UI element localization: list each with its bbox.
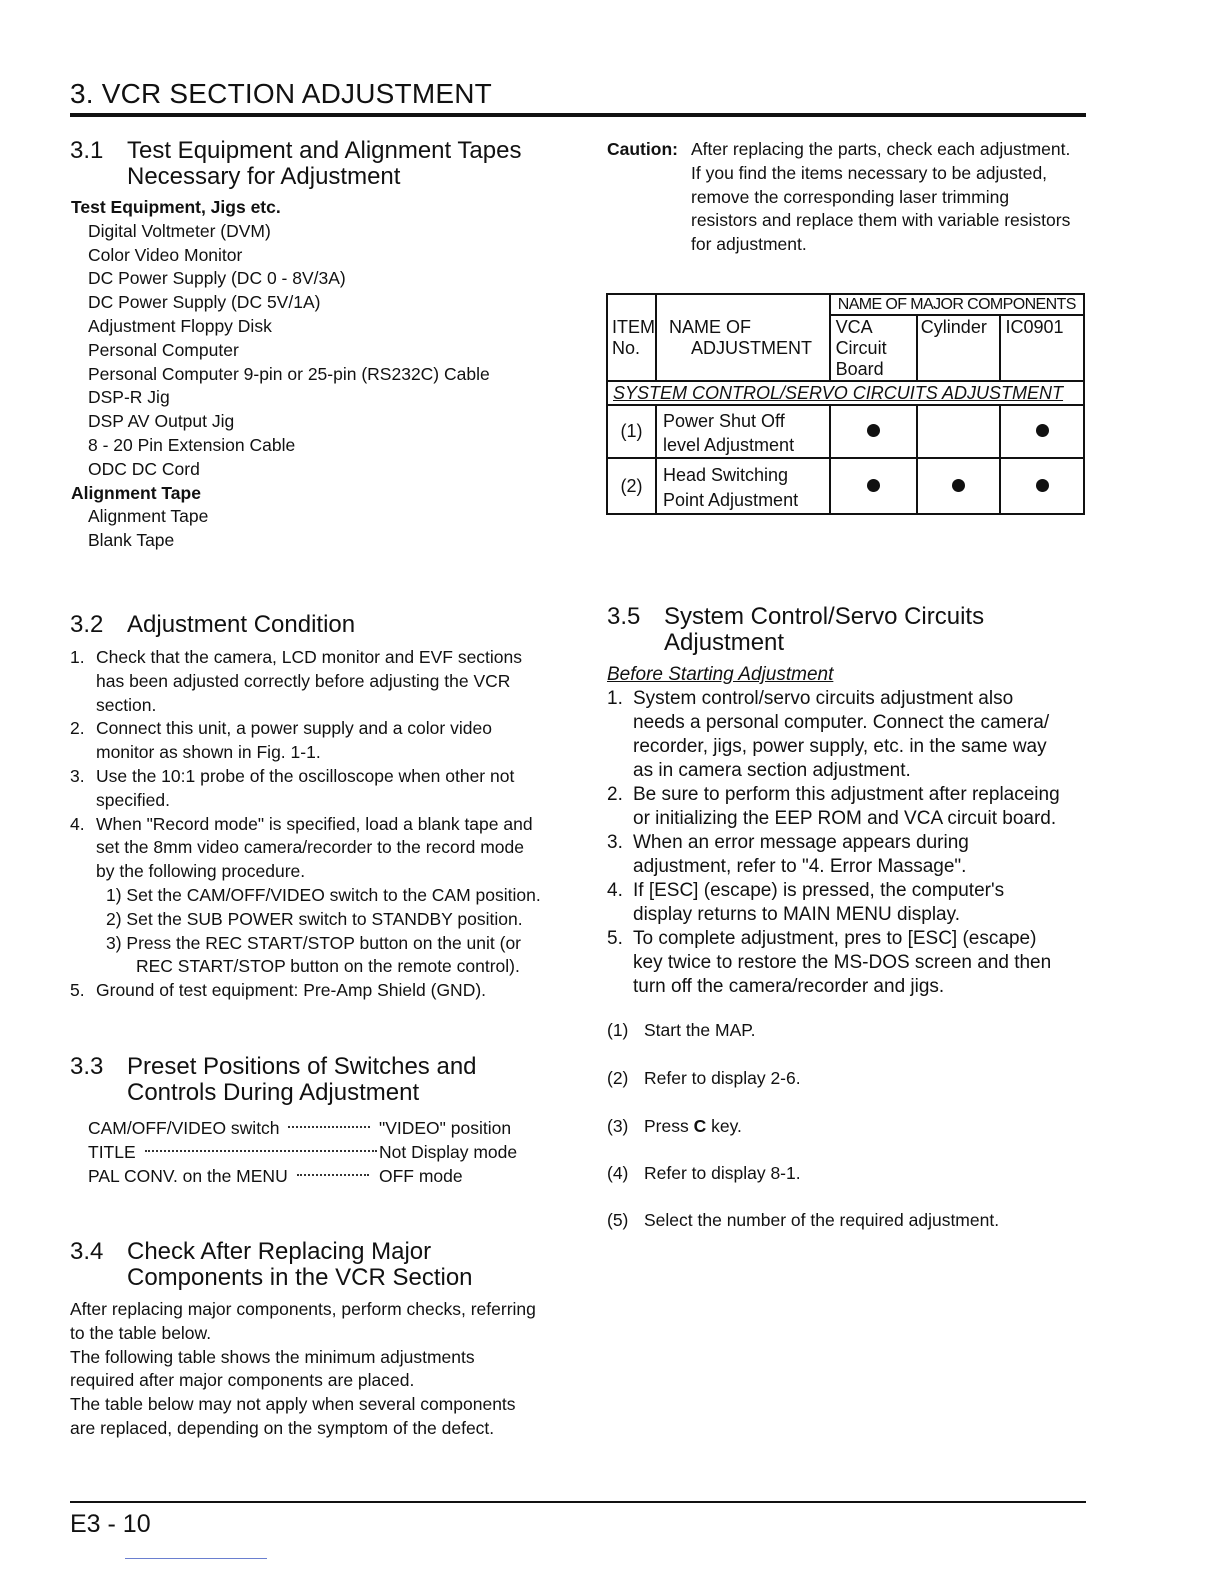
list-line: as in camera section adjustment. <box>633 760 911 781</box>
list-line: When an error message appears during <box>633 832 969 853</box>
ic-mark <box>1000 458 1084 514</box>
row-name-line: Point Adjustment <box>663 490 799 510</box>
list-line: has been adjusted correctly before adjusting the VCR <box>96 670 511 691</box>
check-dot-icon <box>867 479 880 492</box>
key-name: C <box>693 1116 707 1136</box>
paragraph-line: After replacing major components, perform checks, referring <box>70 1299 536 1319</box>
list-number: 2. <box>70 718 85 739</box>
leader-dots <box>288 1126 370 1128</box>
leader-dots <box>297 1174 369 1176</box>
list-line: display returns to MAIN MENU display. <box>633 904 960 925</box>
col-vca-label: Board <box>835 359 884 379</box>
page-section-title: 3. VCR SECTION ADJUSTMENT <box>70 78 492 109</box>
ic-mark <box>1000 405 1084 458</box>
equipment-item: Digital Voltmeter (DVM) <box>88 220 271 241</box>
list-line: section. <box>96 694 157 715</box>
footer-rule <box>70 1501 1086 1503</box>
sub-step: 2) Set the SUB POWER switch to STANDBY position. <box>106 908 523 929</box>
col-ic-header: IC0901 <box>1000 315 1084 381</box>
procedure-step <box>607 1020 756 1041</box>
list-item <box>70 717 541 765</box>
list-item <box>607 687 1060 783</box>
procedure-step <box>607 1163 801 1184</box>
step-number: (3) <box>607 1116 629 1136</box>
row-name-line: Head Switching <box>663 465 789 485</box>
before-starting-heading: Before Starting Adjustment <box>607 664 834 685</box>
preset-label: TITLE <box>88 1142 136 1162</box>
list-line: turn off the camera/recorder and jigs. <box>633 976 945 997</box>
list-item <box>70 646 541 717</box>
tape-item: Blank Tape <box>88 530 175 551</box>
step-text: Refer to display 8-1. <box>644 1163 801 1183</box>
list-line: or initializing the EEP ROM and VCA circuit board. <box>633 808 1057 829</box>
list-item <box>607 879 1060 927</box>
preset-value: Not Display mode <box>379 1142 518 1162</box>
heading-3-5-line1: System Control/Servo Circuits <box>664 603 985 630</box>
preset-value: "VIDEO" position <box>379 1118 512 1138</box>
list-item <box>70 979 541 1003</box>
caution-label: Caution: <box>607 139 678 159</box>
list-line: Use the 10:1 probe of the oscilloscope when other not <box>96 765 515 786</box>
cylinder-mark <box>917 458 1001 514</box>
preset-row <box>88 1165 538 1189</box>
equipment-item: Personal Computer <box>88 339 239 360</box>
table-section-row: SYSTEM CONTROL/SERVO CIRCUITS ADJUSTMENT <box>607 381 1084 405</box>
equipment-item: Adjustment Floppy Disk <box>88 315 272 336</box>
col-vca-label: Circuit <box>835 338 887 358</box>
heading-3-2-number: 3.2 <box>70 611 104 638</box>
heading-3-4 <box>70 1239 570 1295</box>
sub-step: 1) Set the CAM/OFF/VIDEO switch to the CAM position. <box>106 884 541 905</box>
step-text: Select the number of the required adjustment. <box>644 1210 1000 1230</box>
paragraph-line: required after major components are placed. <box>70 1370 415 1391</box>
list-line: by the following procedure. <box>96 861 306 882</box>
list-item <box>607 831 1060 879</box>
step-text: Start the MAP. <box>644 1020 756 1040</box>
list-line: System control/servo circuits adjustment also <box>633 688 1014 709</box>
procedure-steps <box>607 1020 1087 1250</box>
list-line: Check that the camera, LCD monitor and EVF sections <box>96 647 523 667</box>
preset-positions <box>88 1117 538 1189</box>
list-line: key twice to restore the MS-DOS screen and then <box>633 952 1052 973</box>
preset-row <box>88 1141 538 1165</box>
system-control-list <box>607 687 1060 999</box>
list-number: 1. <box>70 647 85 667</box>
col-vca-header <box>830 315 917 381</box>
scan-artifact-line <box>125 1558 267 1559</box>
row-name <box>656 458 830 514</box>
equipment-block <box>71 196 490 553</box>
caution-line: for adjustment. <box>691 234 807 255</box>
step-text: key. <box>706 1116 742 1136</box>
tape-item: Alignment Tape <box>88 506 209 527</box>
list-number: 1. <box>607 688 623 709</box>
page-number: E3 - 10 <box>70 1510 151 1538</box>
heading-3-5 <box>607 604 1107 660</box>
list-number: 4. <box>70 813 85 834</box>
heading-3-5-line2: Adjustment <box>664 629 785 656</box>
heading-3-1-number: 3.1 <box>70 137 104 164</box>
list-item <box>607 927 1060 999</box>
vca-mark <box>830 458 917 514</box>
paragraph-line: The following table shows the minimum adjustments <box>70 1346 475 1367</box>
caution-line: After replacing the parts, check each adjustment. <box>691 139 1071 159</box>
col-item-label: ITEM <box>612 317 655 337</box>
preset-row <box>88 1117 538 1141</box>
list-item <box>607 783 1060 831</box>
list-line: If [ESC] (escape) is pressed, the computer's <box>633 880 1005 901</box>
preset-label: PAL CONV. on the MENU <box>88 1166 288 1186</box>
row-name-line: Power Shut Off <box>663 411 785 431</box>
equipment-item: 8 - 20 Pin Extension Cable <box>88 434 296 455</box>
procedure-step <box>607 1068 801 1089</box>
step-number: (2) <box>607 1068 629 1088</box>
check-after-replacing-text <box>70 1298 536 1441</box>
equipment-item: Personal Computer 9-pin or 25-pin (RS232C) Cable <box>88 363 490 384</box>
list-line: monitor as shown in Fig. 1-1. <box>96 742 321 763</box>
equipment-item: DC Power Supply (DC 0 - 8V/3A) <box>88 268 346 289</box>
table-row <box>607 405 1084 458</box>
list-number: 3. <box>70 765 85 786</box>
heading-3-3-number: 3.3 <box>70 1053 104 1080</box>
heading-3-1-line2: Necessary for Adjustment <box>127 163 401 190</box>
sub-step: 3) Press the REC START/STOP button on the unit (or <box>106 932 522 953</box>
list-line: Ground of test equipment: Pre-Amp Shield (GND). <box>96 980 487 1001</box>
list-number: 5. <box>70 980 85 1001</box>
heading-3-2-title: Adjustment Condition <box>127 611 356 638</box>
heading-3-3-line1: Preset Positions of Switches and <box>127 1053 477 1080</box>
list-number: 5. <box>607 928 623 949</box>
tape-heading: Alignment Tape <box>71 482 201 503</box>
list-line: recorder, jigs, power supply, etc. in the same way <box>633 736 1047 757</box>
caution-line: resistors and replace them with variable resistors <box>691 210 1071 231</box>
equipment-item: ODC DC Cord <box>88 458 200 479</box>
equipment-item: DSP AV Output Jig <box>88 411 235 432</box>
heading-3-3 <box>70 1054 570 1110</box>
row-item-number: (2) <box>607 458 656 514</box>
heading-3-4-line2: Components in the VCR Section <box>127 1264 473 1291</box>
col-name-label: ADJUSTMENT <box>691 338 812 358</box>
step-number: (4) <box>607 1163 629 1183</box>
list-line: Be sure to perform this adjustment after replaceing <box>633 784 1060 805</box>
paragraph-line: to the table below. <box>70 1322 212 1343</box>
col-vca-label: VCA <box>835 317 873 337</box>
list-item <box>70 813 541 980</box>
paragraph-line: The table below may not apply when several components <box>70 1394 516 1415</box>
list-line: set the 8mm video camera/recorder to the record mode <box>96 837 524 858</box>
col-name-label: NAME OF <box>669 317 752 337</box>
col-item-label: No. <box>612 338 641 358</box>
equipment-item: DSP-R Jig <box>88 387 170 408</box>
check-dot-icon <box>1036 424 1049 437</box>
equipment-heading: Test Equipment, Jigs etc. <box>71 197 281 217</box>
row-item-number: (1) <box>607 405 656 458</box>
list-line: To complete adjustment, pres to [ESC] (escape) <box>633 928 1037 949</box>
heading-3-4-line1: Check After Replacing Major <box>127 1238 432 1265</box>
heading-3-4-number: 3.4 <box>70 1238 104 1265</box>
procedure-step <box>607 1210 999 1231</box>
heading-3-2 <box>70 612 570 640</box>
step-text: Refer to display 2-6. <box>644 1068 801 1088</box>
step-number: (5) <box>607 1210 629 1230</box>
caution-line: remove the corresponding laser trimming <box>691 186 1010 207</box>
list-line: specified. <box>96 789 170 810</box>
heading-3-5-number: 3.5 <box>607 603 641 630</box>
leader-dots <box>145 1150 377 1152</box>
vca-mark <box>830 405 917 458</box>
group-header: NAME OF MAJOR COMPONENTS <box>830 294 1084 315</box>
sub-step-continuation: REC START/STOP button on the remote control). <box>136 956 520 977</box>
list-number: 2. <box>607 784 623 805</box>
heading-3-3-line2: Controls During Adjustment <box>127 1079 420 1106</box>
caution-line: If you find the items necessary to be adjusted, <box>691 162 1048 183</box>
step-text: Press <box>644 1116 694 1136</box>
col-name-header <box>656 294 830 381</box>
list-line: adjustment, refer to "4. Error Massage". <box>633 856 967 877</box>
equipment-item: DC Power Supply (DC 5V/1A) <box>88 292 321 313</box>
preset-label: CAM/OFF/VIDEO switch <box>88 1118 280 1138</box>
list-line: needs a personal computer. Connect the camera/ <box>633 712 1050 733</box>
major-components-table <box>606 293 1085 515</box>
procedure-step <box>607 1116 742 1137</box>
preset-value: OFF mode <box>379 1166 463 1186</box>
check-dot-icon <box>952 479 965 492</box>
check-dot-icon <box>1036 479 1049 492</box>
table-row <box>607 458 1084 514</box>
adjustment-condition-list <box>70 646 541 1003</box>
col-cylinder-header: Cylinder <box>917 315 1001 381</box>
list-item <box>70 765 541 813</box>
row-name <box>656 405 830 458</box>
col-item-header <box>607 294 656 381</box>
step-number: (1) <box>607 1020 629 1040</box>
list-number: 3. <box>607 832 623 853</box>
check-dot-icon <box>867 424 880 437</box>
list-line: When "Record mode" is specified, load a blank tape and <box>96 813 533 834</box>
header-rule <box>70 113 1086 117</box>
list-number: 4. <box>607 880 623 901</box>
cylinder-mark <box>917 405 1001 458</box>
heading-3-1 <box>70 138 570 194</box>
row-name-line: level Adjustment <box>663 435 795 455</box>
equipment-item: Color Video Monitor <box>88 244 243 265</box>
heading-3-1-line1: Test Equipment and Alignment Tapes <box>127 137 522 164</box>
paragraph-line: are replaced, depending on the symptom of the defect. <box>70 1417 495 1438</box>
list-line: Connect this unit, a power supply and a color video <box>96 718 492 739</box>
